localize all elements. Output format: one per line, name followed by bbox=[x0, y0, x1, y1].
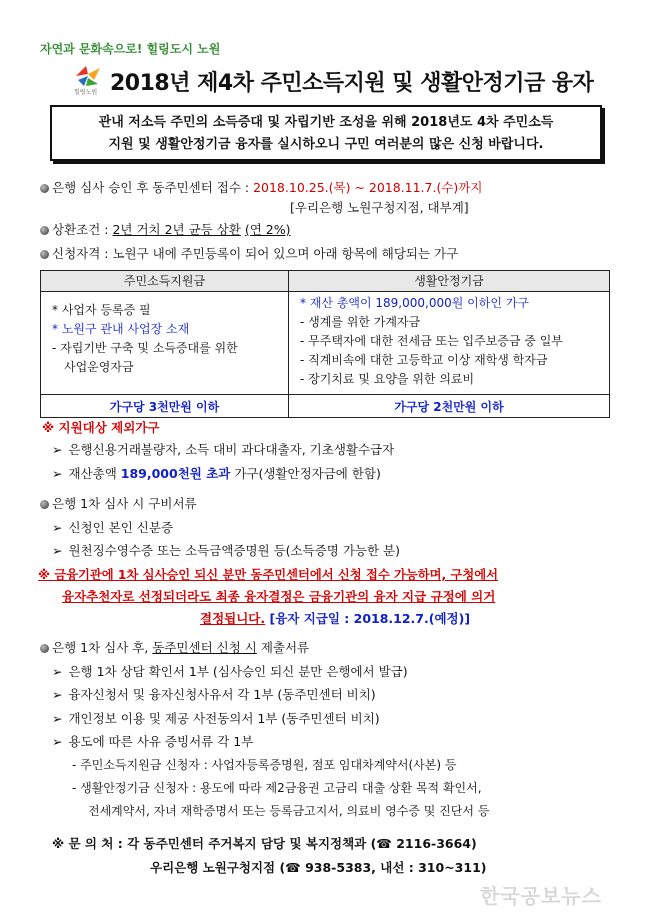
repayment-value: 2년 거치 2년 균등 상환 bbox=[112, 222, 241, 237]
notice-line-2: 융자추천자로 선정되더라도 최종 융자결정은 금융기관의 융자 지급 규정에 의거 bbox=[62, 589, 496, 604]
arrow-icon: ➢ bbox=[52, 466, 63, 481]
logo-text: 힐링노원 bbox=[74, 89, 98, 96]
docs2-item-4: ➢ 용도에 따른 사유 증빙서류 각 1부 bbox=[52, 734, 254, 749]
reception-line bbox=[40, 178, 482, 196]
table-cell-living bbox=[289, 292, 610, 395]
income-item: * 노원구 관내 사업장 소재 bbox=[52, 322, 190, 336]
table-header-income: 주민소득지원금 bbox=[41, 271, 289, 292]
watermark: 한국공보뉴스 bbox=[480, 884, 602, 908]
docs2-title: 은행 1차 심사 후, 동주민센터 신청 시 제출서류 bbox=[40, 638, 309, 656]
contact-line-1: ※ 문 의 처 : 각 동주민센터 주거복지 담당 및 복지정책과 (☎ 2116-3664) bbox=[52, 836, 477, 851]
docs1-title: 은행 1차 심사 시 구비서류 bbox=[40, 494, 197, 512]
living-limit: 가구당 2천만원 이하 bbox=[289, 395, 610, 418]
notice-line-1: ※ 금융기관에 1차 심사승인 되신 분만 동주민센터에서 신청 접수 가능하며, 구청에서 bbox=[38, 568, 498, 582]
docs2-item-1: ➢ 은행 1차 상담 확인서 1부 (심사승인 되신 분만 은행에서 발급) bbox=[52, 664, 408, 679]
repayment-label: 상환조건 : bbox=[52, 222, 113, 237]
exclusion-title: ※ 지원대상 제외가구 bbox=[42, 420, 160, 435]
arrow-icon: ➢ bbox=[52, 543, 63, 558]
arrow-icon: ➢ bbox=[52, 520, 63, 535]
exclusion-item-1: ➢ 은행신용거래불량자, 소득 대비 과다대출자, 기초생활수급자 bbox=[52, 442, 395, 457]
income-item: 사업운영자금 bbox=[64, 360, 134, 374]
bullet-icon bbox=[40, 500, 49, 509]
repayment-line bbox=[40, 220, 291, 238]
eligibility-line bbox=[40, 244, 458, 262]
bullet-icon bbox=[40, 644, 49, 653]
arrow-icon: ➢ bbox=[52, 734, 63, 749]
living-item: - 무주택자에 대한 전세금 또는 입주보증금 중 일부 bbox=[300, 334, 563, 348]
reception-period: 2018.10.25.(목) ~ 2018.11.7.(수)까지 bbox=[253, 180, 483, 195]
income-limit: 가구당 3천만원 이하 bbox=[41, 395, 289, 418]
bullet-icon bbox=[40, 184, 49, 193]
intro-line-1: 관내 저소득 주민의 소득증대 및 자립기반 조성을 위해 2018년도 4차 주민소득 bbox=[98, 115, 554, 130]
bullet-icon bbox=[40, 226, 49, 235]
docs2-sub-2: - 생활안정기금 신청자 : 용도에 따라 제2금융권 고금리 대출 상환 목적 확인서, bbox=[72, 781, 482, 795]
eligibility-text: 신청자격 : 노원구 내에 주민등록이 되어 있으며 아래 항목에 해당되는 가구 bbox=[52, 246, 459, 261]
income-item: - 자립기반 구축 및 소득증대를 위한 bbox=[52, 341, 238, 355]
slogan: 자연과 문화속으로! 힐링도시 노원 bbox=[40, 42, 221, 56]
bullet-icon bbox=[40, 250, 49, 259]
repayment-rate: (연 2%) bbox=[244, 222, 291, 237]
contact-line-2: 우리은행 노원구청지점 (☎ 938-5383, 내선 : 310~311) bbox=[150, 860, 487, 875]
income-item: * 사업자 등록증 필 bbox=[52, 303, 151, 317]
eligibility-table bbox=[40, 270, 610, 418]
arrow-icon: ➢ bbox=[52, 711, 63, 726]
living-item: * 재산 총액이 189,000,000원 이하인 가구 bbox=[300, 296, 529, 310]
docs1-item-2: ➢ 원천징수영수증 또는 소득금액증명원 등(소득증명 가능한 분) bbox=[52, 543, 400, 558]
table-cell-income bbox=[41, 292, 289, 395]
docs2-item-2: ➢ 융자신청서 및 융자신청사유서 각 1부 (동주민센터 비치) bbox=[52, 687, 376, 702]
docs2-sub-3: 전세계약서, 자녀 재학증명서 또는 등록금고지서, 의료비 영수증 및 진단서 등 bbox=[88, 804, 490, 818]
docs2-item-3: ➢ 개인정보 이용 및 제공 사전동의서 1부 (동주민센터 비치) bbox=[52, 711, 380, 726]
docs1-item-1: ➢ 신청인 본인 신분증 bbox=[52, 520, 174, 535]
arrow-icon: ➢ bbox=[52, 664, 63, 679]
living-item: - 직계비속에 대한 고등학교 이상 재학생 학자금 bbox=[300, 353, 548, 367]
docs2-sub-1: - 주민소득지원금 신청자 : 사업자등록증명원, 점포 임대차계약서(사본) 등 bbox=[72, 758, 457, 772]
living-item: - 장기치료 및 요양을 위한 의료비 bbox=[300, 372, 475, 386]
page-title: 2018년 제4차 주민소득지원 및 생활안정기금 융자 bbox=[110, 71, 594, 96]
intro-line-2: 지원 및 생활안정기금 융자를 실시하오니 구민 여러분의 많은 신청 바랍니다. bbox=[108, 137, 544, 152]
living-item: - 생계를 위한 가계자금 bbox=[300, 315, 421, 329]
arrow-icon: ➢ bbox=[52, 442, 63, 457]
exclusion-item-2: ➢ 재산총액 189,000천원 초과 가구(생활안정자금에 한함) bbox=[52, 466, 381, 481]
reception-bank: [우리은행 노원구청지점, 대부계] bbox=[290, 200, 469, 215]
reception-label: 은행 심사 승인 후 동주민센터 접수 : bbox=[52, 180, 254, 195]
intro-box bbox=[50, 105, 602, 161]
arrow-icon: ➢ bbox=[52, 687, 63, 702]
notice-line-3: 결정됩니다. [융자 지급일 : 2018.12.7.(예정)] bbox=[200, 611, 471, 626]
table-header-living: 생활안정기금 bbox=[289, 271, 610, 292]
nowon-logo-icon bbox=[72, 62, 104, 96]
